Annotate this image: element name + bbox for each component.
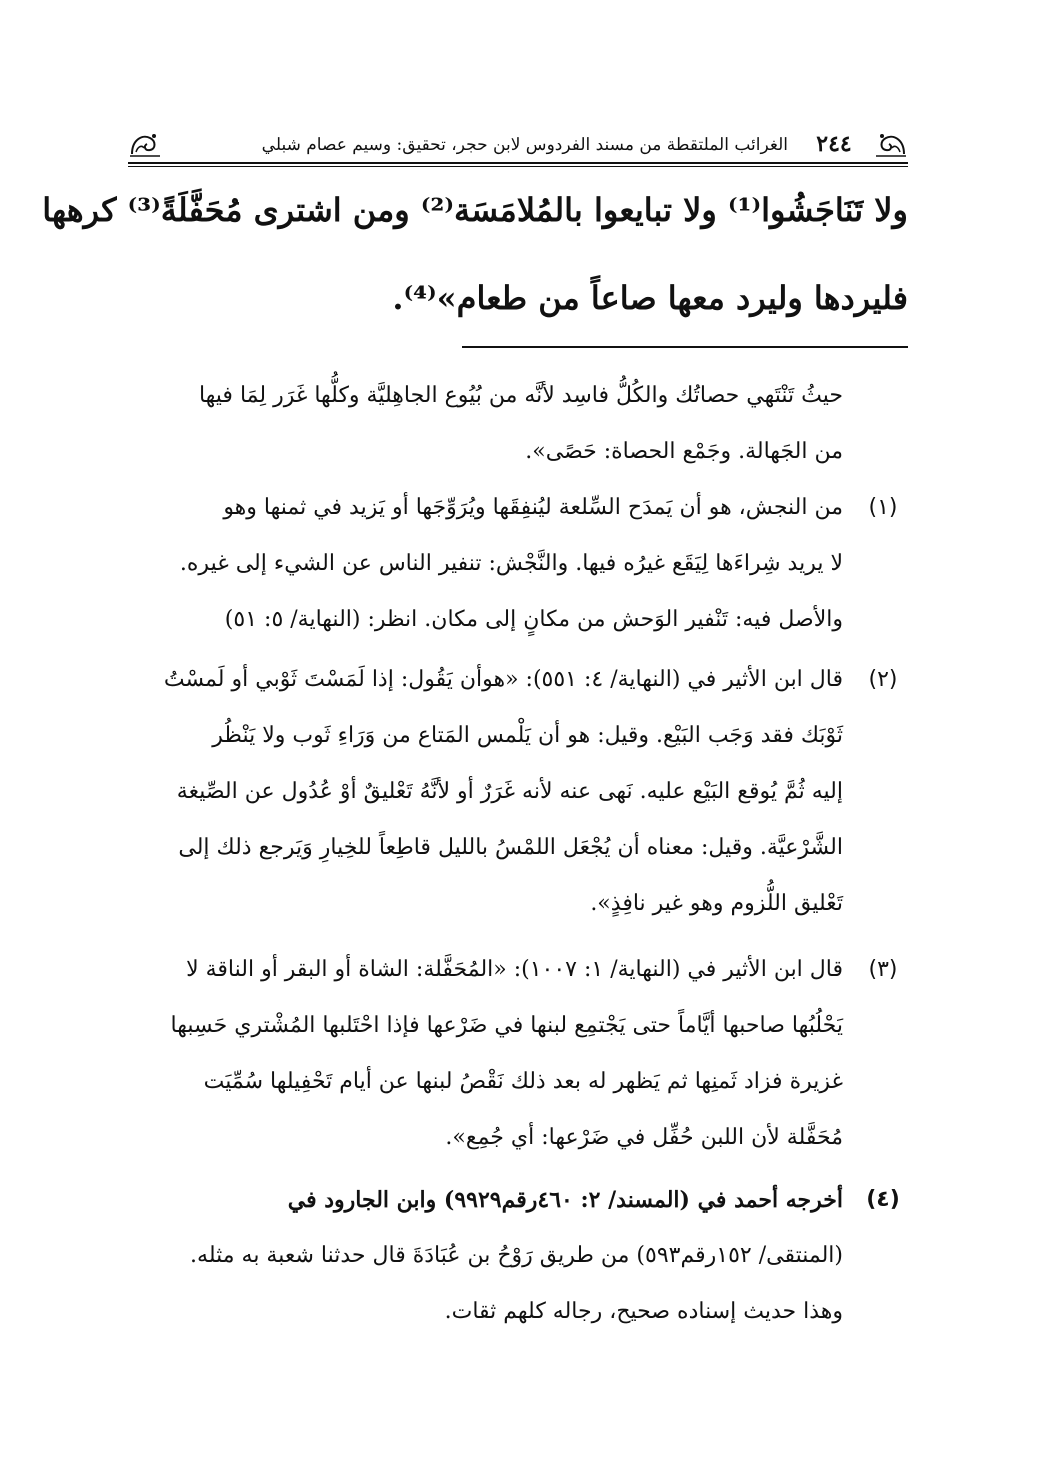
footnote: [128, 660, 908, 940]
footnote-number: (٢): [868, 667, 898, 692]
note-continuation-line: حيثُ تَنْتَهي حصاتُك والكُلُّ فاسِد لأنَّه من بُيُوع الجاهِليَّة وكلُّها غَرَر لِمَا فيها: [198, 383, 843, 408]
footnote-line: من النجش، هو أن يَمدَح السِّلعة ليُنفِقَها ويُرَوِّجَها أو يَزيد في ثمنها وهو: [223, 495, 843, 520]
footnote-line: ثَوْبَك فقد وَجَب البَيْع. وقيل: هو أن يَلْمس المَتاع من وَرَاءِ ثَوب ولا يَنْظُر: [212, 723, 843, 748]
page-number: ٢٤٤: [816, 131, 852, 157]
footnote-number: (١): [868, 495, 898, 520]
footnote-line: الشَّرْعيَّة. وقيل: معناه أن يُجْعَل اللمْسُ بالليل قاطِعاً للخِيارِ وَيَرجع ذلك إلى: [178, 835, 843, 860]
header-rule-thin: [128, 166, 908, 167]
footnote-line: أخرجه أحمد في (المسند/ ٢: ٤٦٠رقم٩٩٢٩) وابن الجارود في: [287, 1187, 843, 1213]
footnote-line: قال ابن الأثير في (النهاية/ ٤: ٥٥١): «هوأن يَقُول: إذا لَمَسْتَ ثَوْبي أو لَمسْتُ: [163, 667, 843, 692]
footnote: [128, 1180, 908, 1350]
main-text-line: ولا تَنَاجَشُوا⁽¹⁾ ولا تبايعوا بالمُلامَسَة⁽²⁾ ومن اشترى مُحَفَّلَةً⁽³⁾ كرهها: [42, 191, 908, 229]
header-rule: [128, 162, 908, 164]
footnote-separator: [462, 346, 908, 348]
footnote: [128, 488, 908, 648]
running-title: الغرائب الملتقطة من مسند الفردوس لابن حجر، تحقيق: وسيم عصام شبلي: [261, 135, 788, 155]
footnote-line: وهذا حديث إسناده صحيح، رجاله كلهم ثقات.: [444, 1299, 843, 1324]
footnote-line: غزيرة فزاد ثَمنِها ثم يَظهر له بعد ذلك نَقْصُ لبنها عن أيام تَحْفِيلها سُمِّيَت: [203, 1069, 843, 1094]
footnote-number: (٤): [866, 1187, 900, 1212]
footnote-line: والأصل فيه: تَنْفير الوَحش من مكانٍ إلى مكان. انظر: (النهاية/ ٥: ٥١): [224, 607, 843, 632]
footnote-line: يَحْلُبُها صاحبها أيَّاماً حتى يَجْتمِع لبنها في ضَرْعها فإذا احْتَلبها المُشْتري حَسِبها: [170, 1013, 843, 1038]
footnote-line: (المنتقى/ ١٥٢رقم٥٩٣) من طريق رَوْحُ بن عُبَادَةَ قال حدثنا شعبة به مثله.: [190, 1243, 843, 1268]
footnote-line: لا يريد شِراءَها لِيَقَع غيرُه فيها. والنَّجْش: تنفير الناس عن الشيء إلى غيره.: [179, 551, 843, 576]
footnote-line: قال ابن الأثير في (النهاية/ ١: ١٠٠٧): «المُحَفَّلة: الشاة أو البقر أو الناقة لا: [186, 957, 843, 982]
main-text-line: فليردها وليرد معها صاعاً من طعام»⁽⁴⁾.: [392, 279, 908, 317]
note-continuation-line: من الجَهالة. وجَمْع الحصاة: حَصًى».: [525, 439, 843, 464]
ornament-right-icon: [874, 130, 908, 160]
footnote-line: تَعْليق اللُّزوم وهو غير نافِذٍ».: [590, 891, 843, 916]
footnote-line: مُحَفَّلة لأن اللبن حُفِّل في ضَرْعها: أي جُمِع».: [445, 1125, 843, 1150]
footnote-number: (٣): [868, 957, 898, 982]
footnote-line: إليه ثُمَّ يُوقع البَيْع عليه. نَهى عنه لأنه غَرَرٌ أو لأنَّهُ تَعْليقٌ أوْ عُدُول عن الصِّيغة: [176, 779, 843, 804]
ornament-left-icon: [128, 130, 162, 160]
page-header: [128, 128, 908, 168]
footnote: [128, 950, 908, 1170]
